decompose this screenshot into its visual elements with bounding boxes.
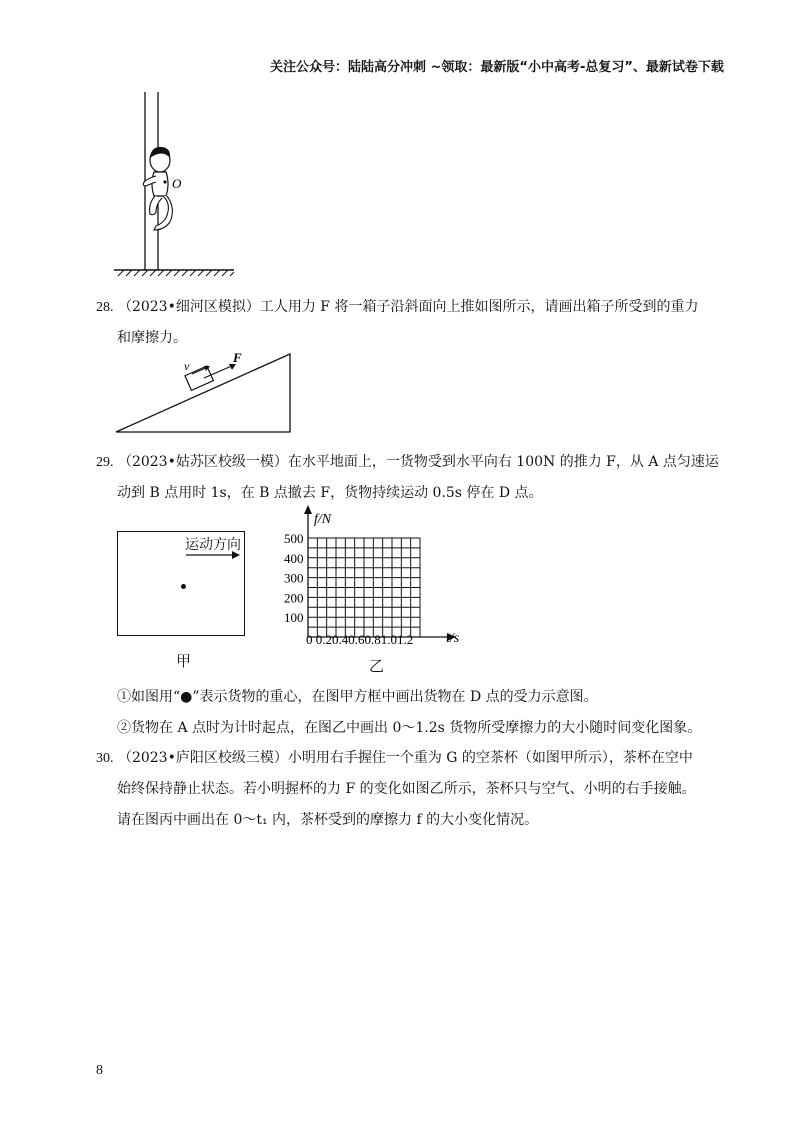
q30-text (96, 747, 693, 767)
q28-text (96, 296, 698, 316)
y-axis-label: f/N (314, 512, 332, 527)
force-label: F (233, 350, 242, 365)
q30-number: 30. (96, 751, 114, 766)
q29-number: 29. (96, 455, 114, 470)
y-tick-labels (284, 531, 304, 625)
y-tick-label: 300 (284, 570, 304, 586)
point-o-label: O (172, 176, 182, 191)
y-tick-label: 200 (284, 590, 304, 606)
q30-line3: 请在图丙中画出在 0～t₁ 内，茶杯受到的摩擦力 f 的大小变化情况。 (117, 812, 539, 828)
figure-jia-box (117, 531, 245, 636)
motion-direction-arrow (184, 550, 244, 560)
q29-line1: （2023•姑苏区校级一模）在水平地面上，一货物受到水平向右 100N 的推力 F，从 A 点匀速运 (117, 454, 719, 470)
q29-sub1: ①如图用“●”表示货物的重心，在图甲方框中画出货物在 D 点的受力示意图。 (117, 689, 598, 705)
q28-line2: 和摩擦力。 (117, 330, 187, 346)
q28-number: 28. (96, 300, 114, 315)
incline-figure (112, 350, 297, 436)
caption-yi: 乙 (369, 657, 385, 675)
q29-line2: 动到 B 点用时 1s，在 B 点撤去 F，货物持续运动 0.5s 停在 D 点。 (117, 485, 543, 501)
center-of-mass-dot (181, 584, 186, 589)
q30-line2: 始终保持静止状态。若小明握杯的力 F 的变化如图乙所示，茶杯只与空气、小明的右手接触。 (117, 781, 696, 797)
y-tick-label: 100 (284, 610, 304, 626)
q29-text (96, 451, 719, 471)
graph-grid (308, 538, 420, 637)
page-number: 8 (96, 1063, 103, 1078)
velocity-label: v (184, 359, 190, 373)
q28-line1: （2023•细河区模拟）工人用力 F 将一箱子沿斜面向上推如图所示，请画出箱子所受到的重力 (117, 299, 699, 315)
q30-line1: （2023•庐阳区校级三模）小明用右手握住一个重为 G 的空茶杯（如图甲所示），茶杯在空中 (117, 750, 693, 766)
x-tick-labels: 0 0.20.40.60.81.01.2 (306, 632, 414, 647)
figure-yi-graph (280, 503, 480, 653)
page-header: 关注公众号：陆陆高分冲刺 ~领取：最新版“小中高考-总复习”、最新试卷下载 (270, 60, 724, 75)
caption-jia: 甲 (176, 652, 192, 670)
x-axis-label: t/s (446, 631, 460, 646)
y-tick-label: 400 (284, 550, 304, 566)
motion-direction-label: 运动方向 (185, 537, 241, 553)
q29-sub2: ②货物在 A 点时为计时起点，在图乙中画出 0～1.2s 货物所受摩擦力的大小随时间变化图象。 (117, 720, 702, 736)
pole-climber-figure (110, 92, 240, 278)
y-tick-label: 500 (284, 531, 304, 546)
